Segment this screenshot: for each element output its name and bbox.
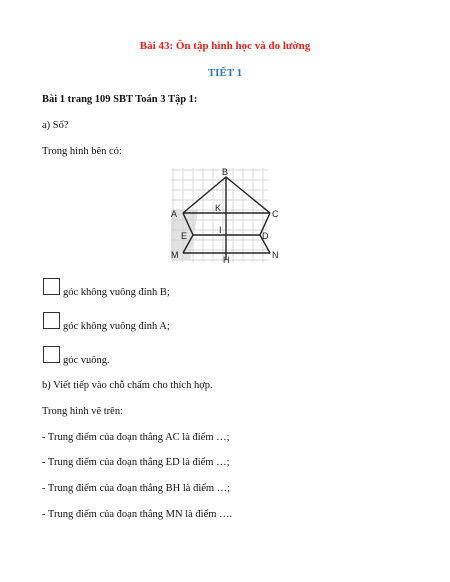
geometry-figure: [168, 165, 283, 265]
answer-text-3: góc vuông.: [63, 355, 110, 366]
part-a-label: a) Số?: [42, 120, 69, 131]
label-m: M: [171, 250, 179, 260]
label-k: K: [215, 203, 222, 213]
label-n: N: [272, 250, 279, 260]
label-c: C: [272, 209, 279, 219]
answer-box-3[interactable]: [43, 346, 60, 363]
label-b: B: [222, 167, 229, 177]
label-i: I: [219, 225, 222, 235]
line-bh: - Trung điểm của đoạn thẳng BH là điểm …;: [42, 483, 231, 494]
label-e: E: [181, 231, 188, 241]
lesson-subtitle: TIẾT 1: [207, 67, 243, 79]
answer-box-1[interactable]: [43, 278, 60, 295]
page-title: Bài 43: Ôn tập hình học và đo lường: [139, 40, 311, 52]
exercise-heading: Bài 1 trang 109 SBT Toán 3 Tập 1:: [42, 94, 198, 105]
answer-text-1: góc không vuông đỉnh B;: [63, 287, 170, 298]
label-h: H: [223, 255, 230, 265]
answer-box-2[interactable]: [43, 312, 60, 329]
line-ed: - Trung điểm của đoạn thẳng ED là điểm …;: [42, 457, 230, 468]
answer-text-2: góc không vuông đỉnh A;: [63, 321, 170, 332]
line-mn: - Trung điểm của đoạn thẳng MN là điểm ….: [42, 509, 233, 520]
part-a-intro: Trong hình bên có:: [42, 146, 122, 157]
part-b-intro: Trong hình vẽ trên:: [42, 406, 123, 417]
label-d: D: [262, 231, 269, 241]
label-a: A: [171, 209, 178, 219]
line-ac: - Trung điểm của đoạn thẳng AC là điểm …;: [42, 432, 230, 443]
part-b-label: b) Viết tiếp vào chỗ chấm cho thích hợp.: [42, 380, 213, 391]
